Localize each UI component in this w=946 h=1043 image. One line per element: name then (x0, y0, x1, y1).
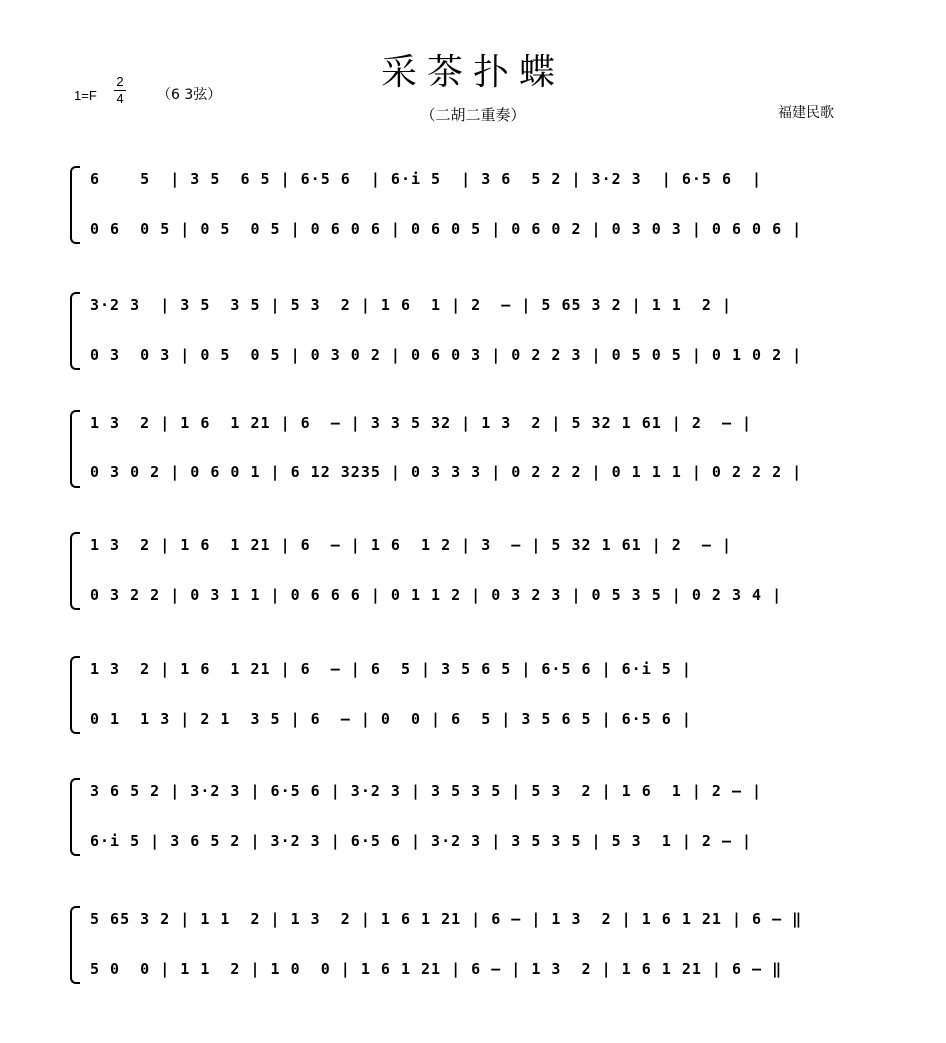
system-5-lower-part: 0 1 1 3 | 2 1 3 5 | 6 — | 0 0 | 6 5 | 3 5 6 5 | 6·5 6 | (90, 710, 692, 728)
system-1-lower-part: 0 6 0 5 | 0 5 0 5 | 0 6 0 6 | 0 6 0 5 | 0 6 0 2 | 0 3 0 3 | 0 6 0 6 | (90, 220, 803, 238)
system-brace (70, 906, 80, 984)
system-2-upper-part: 3·2 3 | 3 5 3 5 | 5 3 2 | 1 6 1 | 2 — | 5 65 3 2 | 1 1 2 | (90, 296, 732, 314)
system-6-lower-part: 6·i 5 | 3 6 5 2 | 3·2 3 | 6·5 6 | 3·2 3 | 3 5 3 5 | 5 3 1 | 2 — | (90, 832, 753, 850)
time-signature (114, 74, 126, 107)
system-brace (70, 778, 80, 856)
key-signature: 1=F (74, 88, 97, 103)
system-1-upper-part: 6 5 | 3 5 6 5 | 6·5 6 | 6·i 5 | 3 6 5 2 | 3·2 3 | 6·5 6 | (90, 170, 763, 188)
time-signature-top: 2 (116, 74, 124, 89)
song-title: 采茶扑蝶 (380, 52, 565, 93)
string-tuning: （6 3弦） (157, 87, 222, 103)
time-signature-bottom: 4 (114, 90, 126, 107)
system-7-upper-part: 5 65 3 2 | 1 1 2 | 1 3 2 | 1 6 1 21 | 6 — | 1 3 2 | 1 6 1 21 | 6 — ‖ (90, 910, 803, 928)
system-4-lower-part: 0 3 2 2 | 0 3 1 1 | 0 6 6 6 | 0 1 1 2 | 0 3 2 3 | 0 5 3 5 | 0 2 3 4 | (90, 586, 783, 604)
system-4-upper-part: 1 3 2 | 1 6 1 21 | 6 — | 1 6 1 2 | 3 — | 5 32 1 61 | 2 — | (90, 536, 732, 554)
system-brace (70, 292, 80, 370)
system-brace (70, 166, 80, 244)
system-brace (70, 410, 80, 488)
system-6-upper-part: 3 6 5 2 | 3·2 3 | 6·5 6 | 3·2 3 | 3 5 3 5 | 5 3 2 | 1 6 1 | 2 — | (90, 782, 763, 800)
system-3-lower-part: 0 3 0 2 | 0 6 0 1 | 6 12 3235 | 0 3 3 3 | 0 2 2 2 | 0 1 1 1 | 0 2 2 2 | (90, 463, 803, 481)
system-brace (70, 656, 80, 734)
song-source: 福建民歌 (778, 105, 834, 121)
system-2-lower-part: 0 3 0 3 | 0 5 0 5 | 0 3 0 2 | 0 6 0 3 | 0 2 2 3 | 0 5 0 5 | 0 1 0 2 | (90, 346, 803, 364)
system-3-upper-part: 1 3 2 | 1 6 1 21 | 6 — | 3 3 5 32 | 1 3 2 | 5 32 1 61 | 2 — | (90, 414, 753, 432)
system-7-lower-part: 5 0 0 | 1 1 2 | 1 0 0 | 1 6 1 21 | 6 — | 1 3 2 | 1 6 1 21 | 6 — ‖ (90, 960, 783, 978)
song-subtitle: （二胡二重奏） (420, 106, 526, 124)
system-5-upper-part: 1 3 2 | 1 6 1 21 | 6 — | 6 5 | 3 5 6 5 | 6·5 6 | 6·i 5 | (90, 660, 692, 678)
system-brace (70, 532, 80, 610)
